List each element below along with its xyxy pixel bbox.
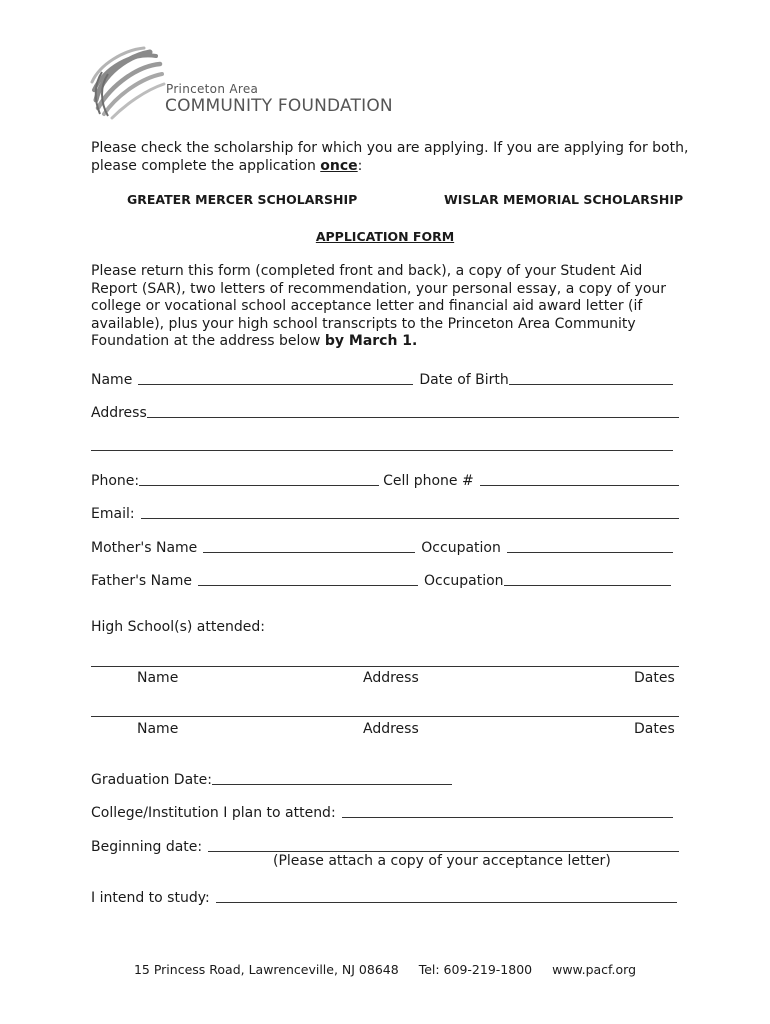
intro-text: Please check the scholarship for which you are applying. If you are applying for both, please complete the application (91, 140, 689, 174)
hs-col-dates-1: Dates (634, 670, 675, 686)
footer-tel: Tel: 609-219-1800 (418, 962, 533, 977)
acceptance-letter-note: (Please attach a copy of your acceptance letter) (273, 853, 611, 869)
mother-occupation-field[interactable] (507, 538, 673, 553)
footer-website[interactable]: www.pacf.org (552, 962, 637, 977)
mother-name-field[interactable] (203, 538, 415, 553)
graduation-date-field[interactable] (212, 770, 452, 785)
phone-label: Phone: (91, 473, 140, 489)
address-row (91, 401, 679, 421)
email-label: Email: (91, 506, 135, 522)
intro-colon: : (357, 157, 363, 174)
beginning-date-label: Beginning date: (91, 839, 203, 855)
footer (0, 962, 770, 977)
hs-col-name-1: Name (137, 670, 179, 686)
instructions-text: Please return this form (completed front and back), a copy of your Student Aid Report (SAR), two letters of recommendation, your personal essay, a copy of your college or vocational school acceptance letter and financial aid award letter (if available), plus your high school transcripts to the Princeton Area Community Foundation at the address below (91, 263, 667, 349)
address-label: Address (91, 405, 147, 421)
college-field[interactable] (342, 803, 673, 818)
father-occupation-label: Occupation (423, 573, 504, 589)
hs-col-name-2: Name (137, 721, 179, 737)
hs-col-address-1: Address (363, 670, 419, 686)
intro-emphasis: once (320, 157, 358, 174)
logo-text-princeton-area: Princeton Area (166, 82, 259, 96)
beginning-date-row (91, 835, 679, 855)
form-title: APPLICATION FORM (315, 229, 455, 244)
scholarship-option-greater-mercer[interactable]: GREATER MERCER SCHOLARSHIP (127, 192, 358, 207)
father-name-field[interactable] (198, 571, 418, 586)
graduation-row (91, 768, 679, 788)
college-label: College/Institution I plan to attend: (91, 805, 336, 821)
name-label: Name (91, 372, 133, 388)
high-school-field-2[interactable] (91, 716, 679, 717)
cell-phone-field[interactable] (480, 471, 679, 486)
high-school-label: High School(s) attended: (91, 619, 265, 635)
mother-row (91, 536, 679, 556)
high-school-field-1[interactable] (91, 666, 679, 667)
address-field-line2[interactable] (91, 450, 673, 451)
phone-field[interactable] (139, 471, 379, 486)
email-row (91, 502, 679, 522)
mother-occupation-label: Occupation (421, 540, 501, 556)
footer-address: 15 Princess Road, Lawrenceville, NJ 08648 (133, 962, 399, 977)
name-dob-row (91, 368, 679, 388)
college-row (91, 801, 679, 821)
deadline-text: by March 1. (324, 333, 418, 349)
graduation-date-label: Graduation Date: (91, 772, 212, 788)
dob-field[interactable] (509, 370, 673, 385)
father-occupation-field[interactable] (504, 571, 671, 586)
name-field[interactable] (138, 370, 413, 385)
scholarship-option-wislar-memorial[interactable]: WISLAR MEMORIAL SCHOLARSHIP (444, 192, 684, 207)
study-row (91, 886, 679, 906)
hs-col-dates-2: Dates (634, 721, 675, 737)
father-row (91, 569, 679, 589)
cell-phone-label: Cell phone # (383, 473, 474, 489)
intro-paragraph (91, 140, 691, 175)
dob-label: Date of Birth (419, 372, 509, 388)
address-field-line1[interactable] (147, 403, 679, 418)
beginning-date-field[interactable] (208, 837, 679, 852)
phone-row (91, 469, 679, 489)
father-name-label: Father's Name (91, 573, 192, 589)
study-label: I intend to study: (91, 890, 210, 906)
mother-name-label: Mother's Name (91, 540, 198, 556)
email-field[interactable] (141, 504, 679, 519)
globe-swirl-icon (88, 44, 168, 120)
hs-col-address-2: Address (363, 721, 419, 737)
study-field[interactable] (216, 888, 677, 903)
logo-text-community-foundation: COMMUNITY FOUNDATION (165, 96, 393, 116)
instructions-paragraph (91, 263, 681, 351)
foundation-logo (88, 44, 393, 124)
